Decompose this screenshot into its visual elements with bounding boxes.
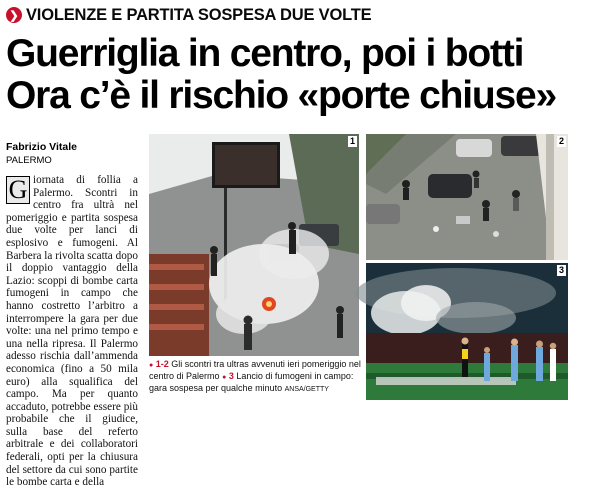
photo-number: 3 [558, 265, 564, 275]
headline-line-1: Guerriglia in centro, poi i botti [6, 32, 524, 75]
photo-number: 1 [349, 136, 355, 146]
street-clashes-illustration [149, 134, 359, 356]
section-kicker [6, 4, 371, 26]
aerial-street-illustration [366, 134, 568, 260]
photo-credit: ANSA/GETTY [284, 386, 329, 393]
photo-aerial-street [366, 134, 568, 260]
caption-text-1: Gli scontri tra ultras avvenuti ieri pomeriggio nel centro di Palermo [149, 359, 361, 381]
stadium-smoke-illustration [366, 263, 568, 400]
photo-stadium-smoke [366, 263, 568, 400]
photo-number: 2 [558, 136, 564, 146]
caption-label-1: 1-2 [155, 359, 169, 369]
byline [6, 141, 77, 166]
headline-line-2: Ora c’è il rischio «porte chiuse» [6, 74, 556, 117]
caption-text-2: Lancio di fumogeni in campo: gara sospesa per qualche minuto [149, 371, 354, 393]
kicker-text: VIOLENZE E PARTITA SOSPESA DUE VOLTE [26, 5, 372, 24]
bullet-icon: ● [222, 374, 227, 381]
bullet-icon: ● [149, 362, 154, 369]
article-text: iornata di follia a Palermo. Scontri in centro fra ultrà nel pomeriggio e partita sospesa due volte per lanci di esplosivo e fumogeni. Al Barbera la rivolta scatta dopo il doppio vantaggio della Lazio: scoppi di bombe carta fumogeni in campo che hanno costretto l’arbitro a interrompere la gara per due volte: una nel primo tempo e una nella ripresa. Il Palermo adesso rischia dall’ammenda economica (fino a 50 mila euro) alla squalifica del campo. Ma per quanto accaduto, potrebbe essere più probabile che il giudice, sulla base del referto arbitrale e dei collaboratori federali, opti per la chiusura del settore da cui sono partite le bombe carta e della [6, 174, 138, 489]
photo-caption [149, 359, 361, 395]
dropcap: G [6, 176, 30, 204]
dateline: PALERMO [6, 155, 52, 166]
chevron-right-icon: ❯ [6, 7, 22, 23]
caption-label-2: 3 [228, 371, 234, 381]
photo-street-clashes [149, 134, 359, 356]
article-body [6, 174, 138, 489]
author-name: Fabrizio Vitale [6, 141, 77, 153]
headline [6, 33, 598, 117]
